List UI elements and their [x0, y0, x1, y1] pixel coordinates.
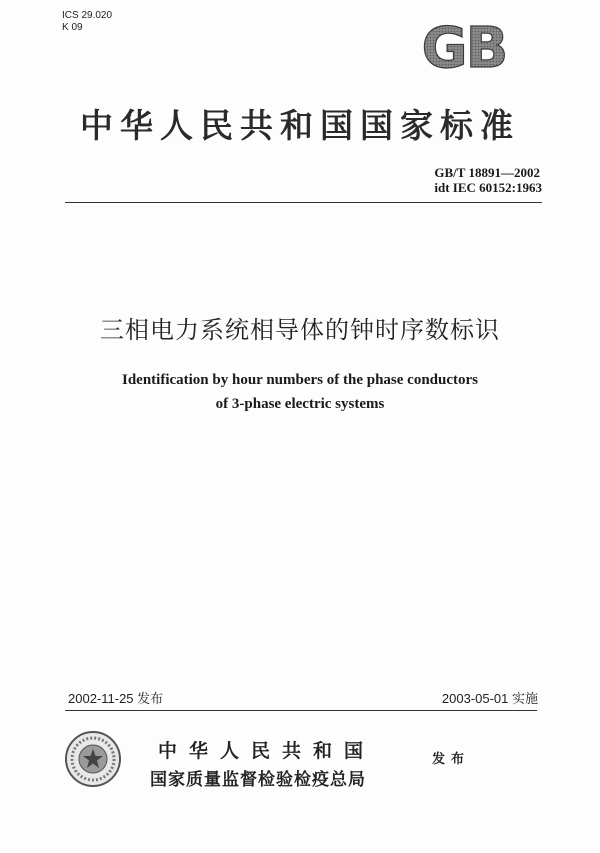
- date-row: [68, 688, 538, 707]
- classification-codes: [62, 10, 112, 34]
- ccs-code: K 09: [62, 22, 83, 33]
- standard-number: GB/T 18891—2002: [434, 165, 540, 180]
- title-english-line-2: of 3-phase electric systems: [215, 396, 385, 412]
- title-english-line-1: Identification by hour numbers of the phase conductors: [121, 372, 478, 388]
- issuing-authority-seal-icon: [64, 730, 122, 788]
- issuer-line-1: 中华人民共和国: [158, 740, 376, 762]
- standard-number-block: [434, 165, 542, 195]
- header-divider: [65, 202, 542, 203]
- gb-logo: [408, 15, 520, 75]
- issuer-line-2: 国家质量监督检验检疫总局: [150, 770, 366, 790]
- adoption-note: idt IEC 60152:1963: [434, 180, 542, 195]
- title-english: [40, 368, 560, 416]
- issue-date: 2002-11-25 发布: [68, 691, 164, 706]
- issuing-authority: [150, 736, 375, 790]
- title-chinese: 三相电力系统相导体的钟时序数标识: [100, 316, 500, 344]
- gb-logo-text: GB: [421, 16, 507, 75]
- ics-code: ICS 29.020: [62, 10, 113, 21]
- footer-divider: [65, 710, 537, 711]
- national-standard-heading: 中华人民共和国国家标准: [80, 106, 520, 145]
- publish-label: 发布: [432, 752, 471, 767]
- effective-date: 2003-05-01 实施: [441, 691, 538, 706]
